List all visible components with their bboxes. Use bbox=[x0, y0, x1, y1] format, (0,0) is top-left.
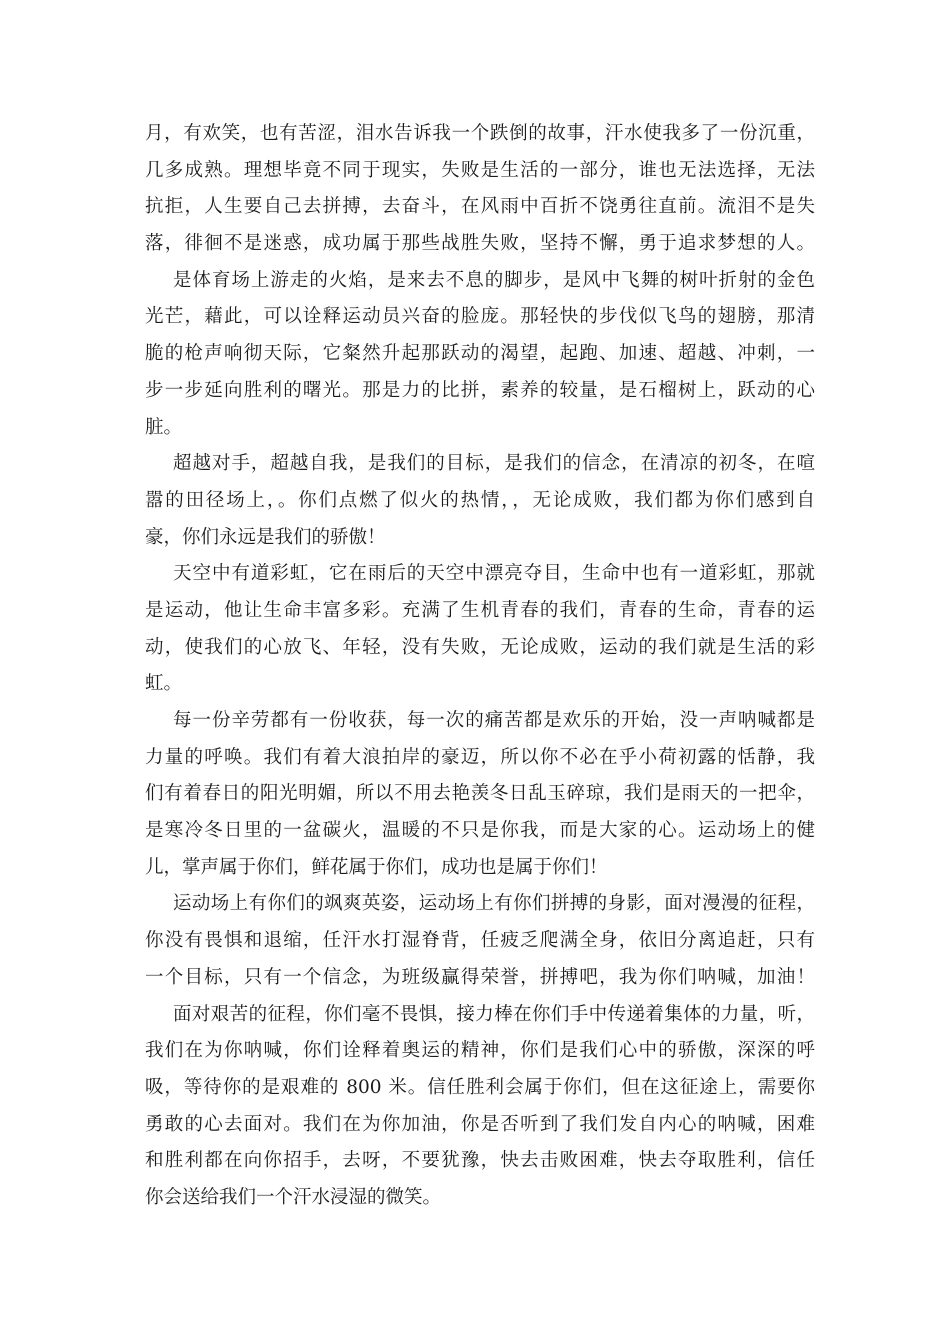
paragraph-first-line: 是体育场上游走的火焰，是来去不息的脚步，是风中飞舞的树叶折射的金色 bbox=[173, 269, 815, 291]
text-line: 豪，你们永远是我们的骄傲！ bbox=[145, 526, 386, 548]
text-line: 你会送给我们一个汗水浸湿的微笑。 bbox=[145, 1186, 442, 1208]
paragraph-first-line: 运动场上有你们的飒爽英姿，运动场上有你们拼搏的身影，面对漫漫的征程， bbox=[173, 893, 815, 915]
text-line: 吸，等待你的是艰难的 800 米。信任胜利会属于你们，但在这征途上，需要你 bbox=[145, 1076, 815, 1098]
text-line: 嚣的田径场上，。你们点燃了似火的热情，，无论成败，我们都为你们感到自 bbox=[145, 489, 815, 511]
paragraph-first-line: 面对艰苦的征程，你们毫不畏惧，接力棒在你们手中传递着集体的力量，听， bbox=[173, 1003, 815, 1025]
text-line: 落，徘徊不是迷惑，成功属于那些战胜失败，坚持不懈，勇于追求梦想的人。 bbox=[145, 233, 815, 255]
text-line: 脆的枪声响彻天际，它粲然升起那跃动的渴望，起跑、加速、超越、冲刺，一 bbox=[145, 343, 815, 365]
text-line: 力量的呼唤。我们有着大浪拍岸的豪迈，所以你不必在乎小荷初露的恬静，我 bbox=[145, 746, 815, 768]
text-line: 我们在为你呐喊，你们诠释着奥运的精神，你们是我们心中的骄傲，深深的呼 bbox=[145, 1040, 815, 1062]
text-line: 抗拒，人生要自己去拼搏，去奋斗，在风雨中百折不饶勇往直前。流泪不是失 bbox=[145, 196, 815, 218]
text-line: 虹。 bbox=[145, 673, 183, 695]
text-line: 步一步延向胜利的曙光。那是力的比拼，素养的较量，是石榴树上，跃动的心 bbox=[145, 379, 815, 401]
text-line: 一个目标，只有一个信念，为班级赢得荣誉，拼搏吧，我为你们呐喊，加油！ bbox=[145, 966, 815, 988]
text-line: 是寒冷冬日里的一盆碳火，温暖的不只是你我，而是大家的心。运动场上的健 bbox=[145, 820, 815, 842]
text-line: 勇敢的心去面对。我们在为你加油，你是否听到了我们发自内心的呐喊，困难 bbox=[145, 1113, 815, 1135]
text-line: 脏。 bbox=[145, 416, 183, 438]
body-text bbox=[145, 116, 815, 1217]
text-line: 几多成熟。理想毕竟不同于现实，失败是生活的一部分，谁也无法选择，无法 bbox=[145, 159, 815, 181]
paragraph-first-line: 天空中有道彩虹，它在雨后的天空中漂亮夺目，生命中也有一道彩虹，那就 bbox=[173, 563, 815, 585]
paragraph-first-line: 每一份辛劳都有一份收获，每一次的痛苦都是欢乐的开始，没一声呐喊都是 bbox=[173, 710, 815, 731]
text-line: 们有着春日的阳光明媚，所以不用去艳羡冬日乱玉碎琼，我们是雨天的一把伞， bbox=[145, 783, 815, 805]
text-line: 你没有畏惧和退缩，任汗水打湿脊背，任疲乏爬满全身，依旧分离追赶，只有 bbox=[145, 930, 815, 952]
text-line: 儿，掌声属于你们，鲜花属于你们，成功也是属于你们！ bbox=[145, 856, 608, 878]
text-line: 动，使我们的心放飞、年轻，没有失败，无论成败，运动的我们就是生活的彩 bbox=[145, 636, 815, 658]
text-line: 是运动，他让生命丰富多彩。充满了生机青春的我们，青春的生命，青春的运 bbox=[145, 599, 815, 621]
paragraph-first-line: 超越对手，超越自我，是我们的目标，是我们的信念，在清凉的初冬，在喧 bbox=[173, 453, 815, 475]
text-line: 和胜利都在向你招手，去呀，不要犹豫，快去击败困难，快去夺取胜利，信任 bbox=[145, 1150, 815, 1172]
text-line: 月，有欢笑，也有苦涩，泪水告诉我一个跌倒的故事，汗水使我多了一份沉重， bbox=[145, 123, 815, 144]
text-line: 光芒，藉此，可以诠释运动员兴奋的脸庞。那轻快的步伐似飞鸟的翅膀，那清 bbox=[145, 306, 815, 328]
